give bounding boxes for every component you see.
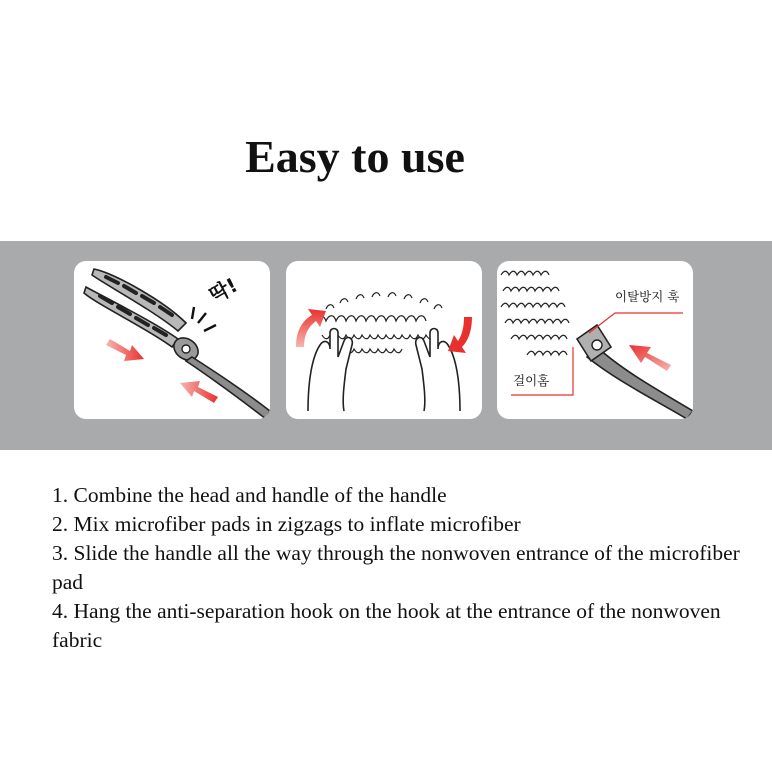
- instruction-step: 3. Slide the handle all the way through the nonwoven entrance of the microfiber pad: [52, 541, 740, 594]
- arrow-up-left-icon: [629, 345, 671, 371]
- instruction-step: 2. Mix microfiber pads in zigzags to inflate microfiber: [52, 512, 521, 536]
- hands-microfiber-illustration: [286, 261, 482, 419]
- microfiber-pad: [501, 271, 569, 355]
- panel-mix-microfiber: [286, 261, 482, 419]
- instruction-step: 1. Combine the head and handle of the handle: [52, 483, 447, 507]
- snap-sound-text: 딱!: [205, 272, 242, 308]
- arrow-up-left-icon: [180, 381, 218, 403]
- handle-assembly-illustration: [74, 261, 270, 419]
- arrow-down-right-icon: [448, 317, 472, 353]
- panel-combine-head-handle: [74, 261, 270, 419]
- illustration-band: [0, 241, 772, 450]
- left-hand: [308, 329, 352, 412]
- arrow-up-left-icon: [296, 309, 326, 347]
- page-title: Easy to use: [245, 131, 465, 182]
- instruction-step: 4. Hang the anti-separation hook on the hook at the entrance of the nonwoven fabric: [52, 599, 721, 652]
- hook-label: 이탈방지 훅: [615, 289, 680, 304]
- arrow-down-right-icon: [106, 339, 144, 361]
- hook-detail-illustration: [497, 261, 693, 419]
- loop-label: 걸이홈: [513, 373, 550, 388]
- panel-hook-detail: [497, 261, 693, 419]
- instruction-list: [52, 481, 752, 655]
